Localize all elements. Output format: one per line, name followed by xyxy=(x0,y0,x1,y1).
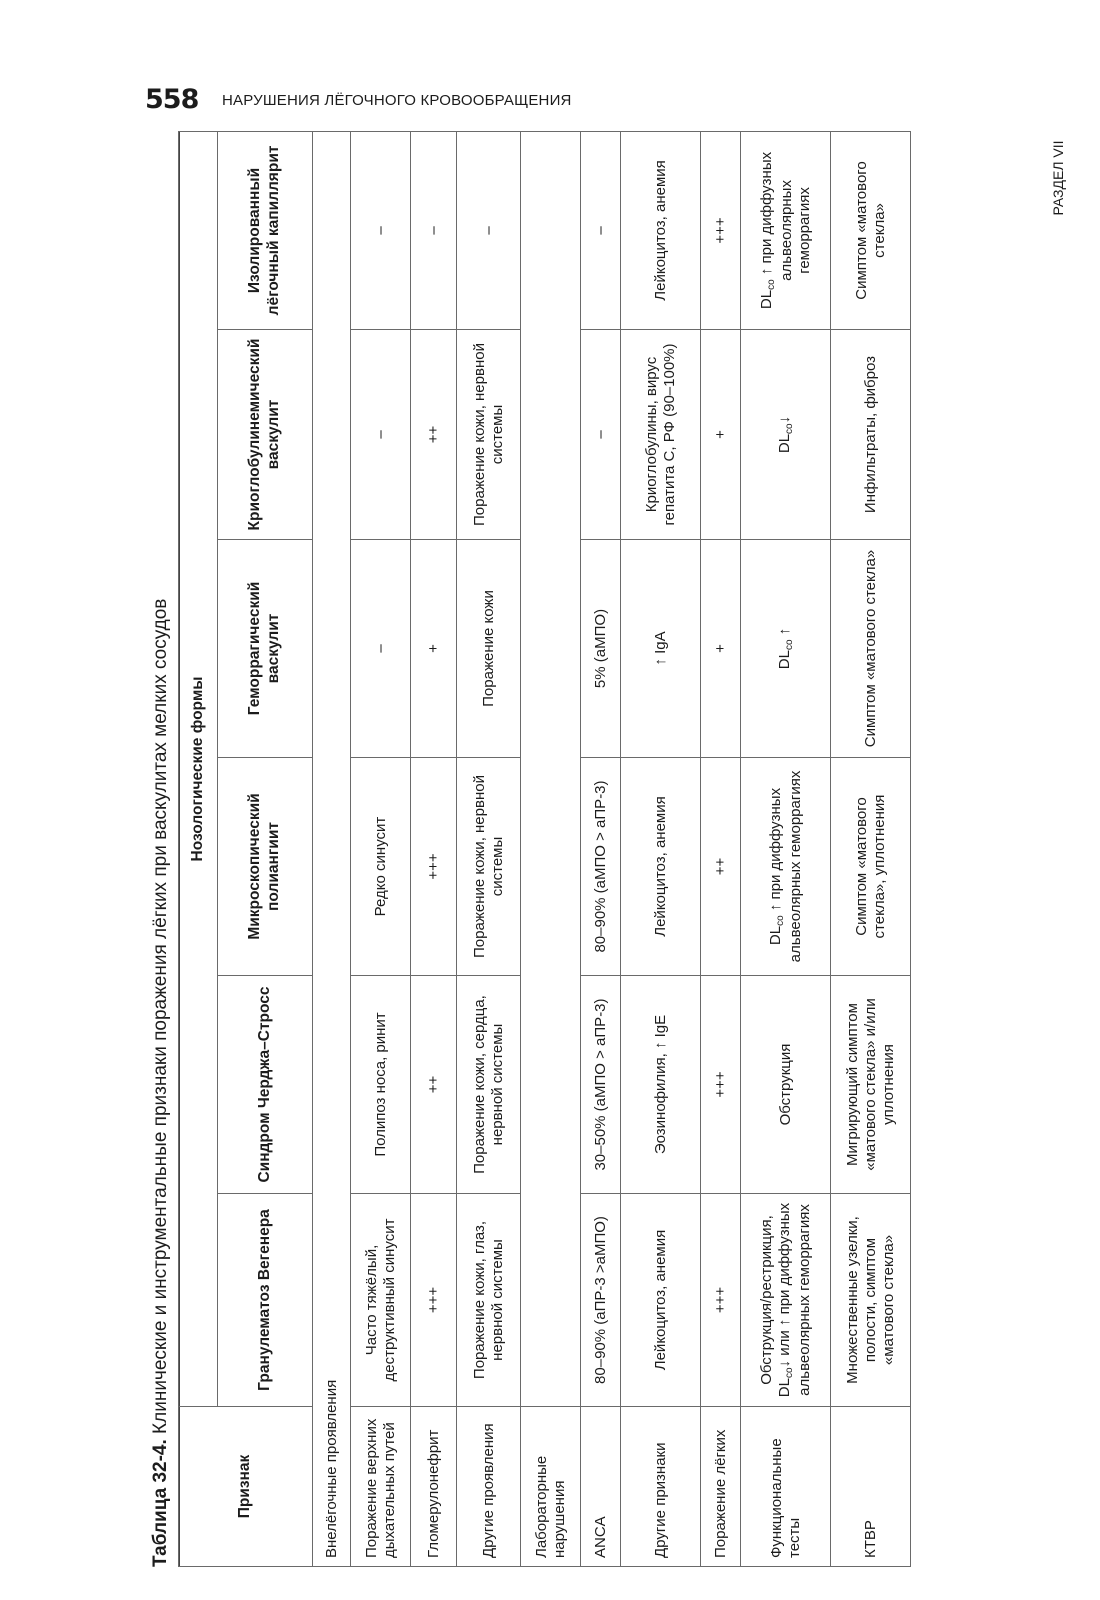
row-label: ANCA xyxy=(581,1407,621,1567)
subscript-co: co xyxy=(783,639,795,651)
table-cell: Часто тяжёлый, деструктивный синусит xyxy=(351,1194,411,1407)
table-cell: ++ xyxy=(701,758,741,976)
table-cell: + xyxy=(411,540,457,758)
section-label: РАЗДЕЛ VII xyxy=(1050,140,1066,216)
col-header: Синдром Черджа–Стросс xyxy=(218,976,313,1194)
table-cell: +++ xyxy=(411,1194,457,1407)
cell-text: Обструкция/рестрикция, DL xyxy=(757,1215,793,1398)
row-label: Другие проявления xyxy=(457,1407,521,1567)
col-header: Гранулематоз Вегенера xyxy=(218,1194,313,1407)
cell-text: ↓ xyxy=(775,415,793,424)
table-cell: Поражение кожи xyxy=(457,540,521,758)
group-label: Лабораторные нарушения xyxy=(521,1407,581,1567)
row-label: Поражение верхних дыхательных путей xyxy=(351,1407,411,1567)
table-cell: 80–90% (аПР-3 >аМПО) xyxy=(581,1194,621,1407)
table-cell: – xyxy=(581,131,621,329)
cell-text: ↑ xyxy=(775,627,793,640)
caption-label: Таблица 32-4. xyxy=(150,1439,171,1567)
group-header: Нозологические формы xyxy=(179,131,218,1406)
table-cell: ↑ IgA xyxy=(621,540,701,758)
running-title: НАРУШЕНИЯ ЛЁГОЧНОГО КРОВООБРАЩЕНИЯ xyxy=(222,92,572,109)
table-row xyxy=(581,131,621,1566)
table-cell: Поражение кожи, сердца, нервной системы xyxy=(457,976,521,1194)
row-label: Поражение лёгких xyxy=(701,1407,741,1567)
col-header: Криоглобулинемический васкулит xyxy=(218,330,313,540)
table-cell xyxy=(741,330,831,540)
cell-text: DL xyxy=(775,650,793,670)
table-cell: Лейкоцитоз, анемия xyxy=(621,1194,701,1407)
table-cell: Симптом «матового стекла», уплотнения xyxy=(831,758,911,976)
table-cell: Лейкоцитоз, анемия xyxy=(621,131,701,329)
cell-text: DL xyxy=(775,433,793,454)
row-label: Другие признаки xyxy=(621,1407,701,1567)
cell-text: DL xyxy=(766,925,784,946)
table-row xyxy=(741,131,831,1566)
cell-text: ↓ или ↑ при диффузных альвеолярных геморрагиях xyxy=(775,1202,813,1396)
table-cell: +++ xyxy=(701,131,741,329)
table-cell xyxy=(741,758,831,976)
table-cell: – xyxy=(351,540,411,758)
table-cell: Поражение кожи, нервной системы xyxy=(457,758,521,976)
page-number: 558 xyxy=(145,84,199,115)
table-cell: Эозинофилия, ↑ IgE xyxy=(621,976,701,1194)
table-cell: Множественные узелки, полости, симптом «матового стекла» xyxy=(831,1194,911,1407)
table-cell: Обструкция xyxy=(741,976,831,1194)
table-cell: Криоглобулины, вирус гепатита С, РФ (90–100%) xyxy=(621,330,701,540)
vasculitis-table xyxy=(178,131,911,1567)
table-cell xyxy=(741,540,831,758)
table-cell: + xyxy=(701,330,741,540)
row-label: Гломерулонефрит xyxy=(411,1407,457,1567)
rotated-table-block xyxy=(145,132,915,1567)
table-caption xyxy=(145,132,177,1567)
header-row-columns xyxy=(218,131,313,1566)
table-cell: Поражение кожи, глаз, нервной системы xyxy=(457,1194,521,1407)
table-cell xyxy=(741,131,831,329)
table-cell: 30–50% (аМПО > аПР-3) xyxy=(581,976,621,1194)
subscript-co: co xyxy=(774,915,786,926)
table-row xyxy=(701,131,741,1566)
table-cell: Мигрирующий симптом «матового стекла» и/или уплотнения xyxy=(831,976,911,1194)
group-label: Внелёгочные проявления xyxy=(313,131,351,1566)
caption-text: Клинические и инструментальные признаки поражения лёгких при васкулитах мелких сосудов xyxy=(150,598,171,1440)
sign-header: Признак xyxy=(179,1407,313,1567)
col-header: Геморрагический васкулит xyxy=(218,540,313,758)
table-cell: +++ xyxy=(411,758,457,976)
table-cell: Поражение кожи, нервной системы xyxy=(457,330,521,540)
table-cell: +++ xyxy=(701,976,741,1194)
table-row xyxy=(457,131,521,1566)
group-row-lab xyxy=(521,131,581,1566)
table-row xyxy=(831,131,911,1566)
table-cell: – xyxy=(351,131,411,329)
col-header: Микроскопический полиангиит xyxy=(218,758,313,976)
table-cell: ++ xyxy=(411,330,457,540)
table-cell: – xyxy=(581,330,621,540)
table-cell: Полипоз носа, ринит xyxy=(351,976,411,1194)
group-filler xyxy=(521,131,581,1406)
group-row-extrapulmonary xyxy=(313,131,351,1566)
table-cell xyxy=(741,1194,831,1407)
table-row xyxy=(621,131,701,1566)
subscript-co: co xyxy=(765,279,777,290)
table-cell: ++ xyxy=(411,976,457,1194)
col-header: Изолированный лёгочный капиллярит xyxy=(218,131,313,329)
table-row xyxy=(411,131,457,1566)
cell-text: ↑ при диффузных альвеолярных геморрагиях xyxy=(757,151,813,281)
table-cell: – xyxy=(411,131,457,329)
table-cell: Редко синусит xyxy=(351,758,411,976)
cell-text: ↑ при диффузных альвеолярных геморрагиях xyxy=(766,770,804,963)
table-cell: Симптом «матового стекла» xyxy=(831,540,911,758)
table-row xyxy=(351,131,411,1566)
header-row-group xyxy=(179,131,218,1566)
row-label: КТВР xyxy=(831,1407,911,1567)
table-cell: Лейкоцитоз, анемия xyxy=(621,758,701,976)
table-cell: Симптом «матового стекла» xyxy=(831,131,911,329)
table-cell: +++ xyxy=(701,1194,741,1407)
table-cell: + xyxy=(701,540,741,758)
table-cell: 5% (аМПО) xyxy=(581,540,621,758)
subscript-co: co xyxy=(783,1367,795,1378)
cell-text: DL xyxy=(757,289,775,310)
table-cell: 80–90% (аМПО > аПР-3) xyxy=(581,758,621,976)
table-cell: – xyxy=(457,131,521,329)
table-cell: Инфильтраты, фиброз xyxy=(831,330,911,540)
subscript-co: co xyxy=(783,423,795,434)
row-label: Функциональные тесты xyxy=(741,1407,831,1567)
table-cell: – xyxy=(351,330,411,540)
